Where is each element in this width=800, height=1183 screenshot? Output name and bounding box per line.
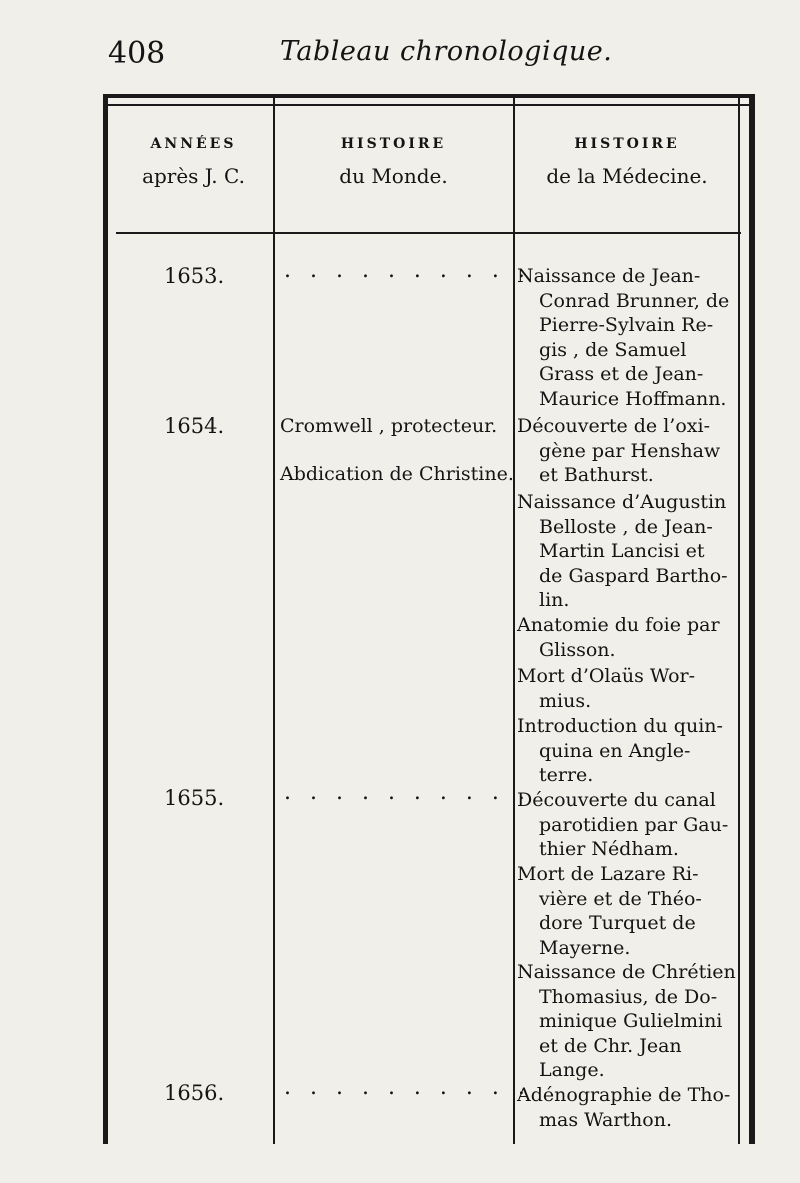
leader-dots: . . . . . . . . . . [284,258,531,283]
leader-dots: . . . . . . . . . . [284,1075,531,1100]
medicine-entry: Adénographie de Tho- mas Warthon. [517,1084,731,1131]
page-number: 408 [108,36,166,71]
medicine-entry: Anatomie du foie par Glisson. [517,614,720,661]
page-header [0,30,800,80]
medicine-entry: Introduction du quin- quina en Angle- terre. [517,715,723,787]
column-rule [513,98,515,1144]
medicine-entry: Naissance d’Augustin Belloste , de Jean- Martin Lancisi et de Gaspard Bartho- lin. [517,491,728,612]
column-rule [273,98,275,1144]
world-entry: Abdication de Christine. [280,463,514,485]
header-years [116,136,271,188]
header-years-label: après J. C. [142,164,245,188]
medicine-entry: Découverte de l’oxi- gène par Henshaw et Bathurst. [517,415,721,487]
running-title: Tableau chronologique. [280,36,613,67]
medicine-entry: Naissance de Chrétien Thomasius, de Do- minique Gulielmini et de Chr. Jean Lange. [517,961,736,1082]
header-world-kicker: HISTOIRE [340,136,447,152]
frame-top-rule [108,104,749,106]
world-entry: Cromwell , protecteur. [280,415,498,437]
medicine-entry: Naissance de Jean- Conrad Brunner, de Pierre-Sylvain Re- gis , de Samuel Grass et de Jean- Maurice Hoffmann. [517,265,730,410]
chronology-table [103,94,755,1144]
year-label: 1656. [164,1081,225,1105]
header-medicine-label: de la Médecine. [546,164,708,188]
medicine-entry: Mort d’Olaüs Wor- mius. [517,665,696,712]
year-label: 1653. [164,264,225,288]
header-rule [116,232,741,234]
year-label: 1655. [164,786,225,810]
leader-dots: . . . . . . . . . . [284,780,531,805]
header-years-kicker: ANNÉES [150,136,237,152]
header-world-history [276,136,511,188]
medicine-entry: Mort de Lazare Ri- vière et de Théo- dore Turquet de Mayerne. [517,863,702,959]
header-medicine-kicker: HISTOIRE [574,136,680,152]
header-world-label: du Monde. [339,164,448,188]
medicine-entry: Découverte du canal parotidien par Gau- thier Nédham. [517,789,729,861]
year-label: 1654. [164,414,225,438]
header-medicine-history [518,136,736,188]
